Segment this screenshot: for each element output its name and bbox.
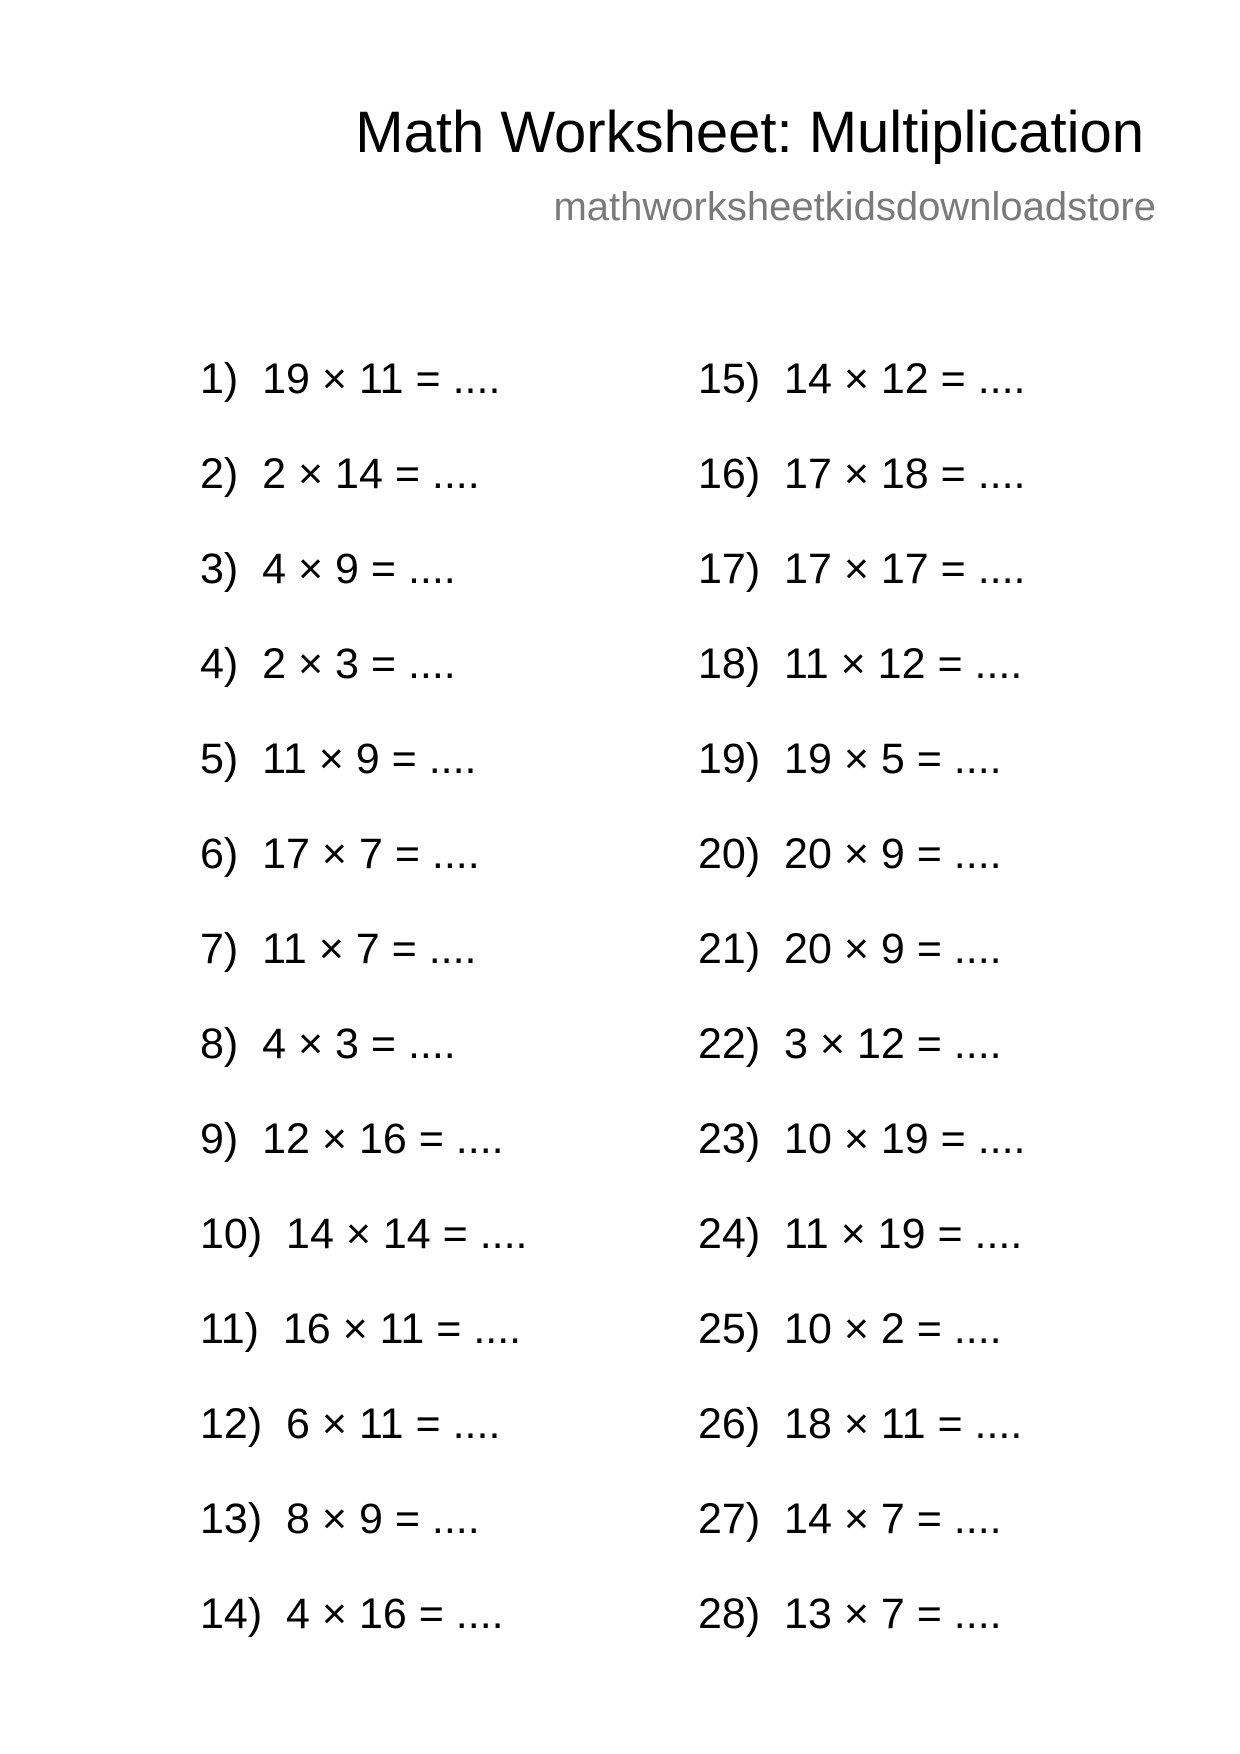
problem-item: 11) 16 × 11 = .... bbox=[200, 1305, 522, 1353]
problem-item: 27) 14 × 7 = .... bbox=[698, 1495, 1002, 1543]
problem-item: 3) 4 × 9 = .... bbox=[200, 545, 456, 593]
problem-item: 16) 17 × 18 = .... bbox=[698, 450, 1026, 498]
problem-item: 20) 20 × 9 = .... bbox=[698, 830, 1002, 878]
problem-column-left bbox=[200, 352, 528, 1682]
problem-item: 10) 14 × 14 = .... bbox=[200, 1210, 528, 1258]
problem-item: 2) 2 × 14 = .... bbox=[200, 450, 480, 498]
problem-item: 21) 20 × 9 = .... bbox=[698, 925, 1002, 973]
problem-item: 19) 19 × 5 = .... bbox=[698, 735, 1002, 783]
problem-item: 6) 17 × 7 = .... bbox=[200, 830, 480, 878]
site-watermark: mathworksheetkidsdownloadstore bbox=[553, 185, 1156, 229]
problem-item: 12) 6 × 11 = .... bbox=[200, 1400, 501, 1448]
problem-item: 18) 11 × 12 = .... bbox=[698, 640, 1023, 688]
problem-item: 26) 18 × 11 = .... bbox=[698, 1400, 1023, 1448]
problem-item: 22) 3 × 12 = .... bbox=[698, 1020, 1002, 1068]
problem-item: 24) 11 × 19 = .... bbox=[698, 1210, 1023, 1258]
problem-item: 23) 10 × 19 = .... bbox=[698, 1115, 1026, 1163]
problem-item: 13) 8 × 9 = .... bbox=[200, 1495, 480, 1543]
problem-item: 15) 14 × 12 = .... bbox=[698, 355, 1026, 403]
problem-item: 25) 10 × 2 = .... bbox=[698, 1305, 1002, 1353]
problem-item: 7) 11 × 7 = .... bbox=[200, 925, 477, 973]
problem-item: 14) 4 × 16 = .... bbox=[200, 1590, 504, 1638]
problem-item: 9) 12 × 16 = .... bbox=[200, 1115, 504, 1163]
problem-item: 17) 17 × 17 = .... bbox=[698, 545, 1026, 593]
problem-item: 28) 13 × 7 = .... bbox=[698, 1590, 1002, 1638]
problem-item: 1) 19 × 11 = .... bbox=[200, 355, 501, 403]
page-title: Math Worksheet: Multiplication bbox=[355, 100, 1144, 165]
problem-item: 8) 4 × 3 = .... bbox=[200, 1020, 456, 1068]
problem-item: 4) 2 × 3 = .... bbox=[200, 640, 456, 688]
problem-column-right bbox=[698, 352, 1026, 1682]
problem-item: 5) 11 × 9 = .... bbox=[200, 735, 477, 783]
